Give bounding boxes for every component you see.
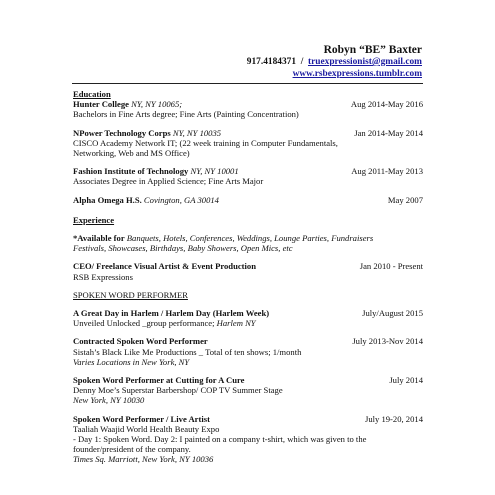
education-entry <box>73 166 423 186</box>
school-location: NY, NY 10065; <box>131 99 183 110</box>
education-dates: Aug 2014-May 2016 <box>350 99 423 110</box>
education-detail: Associates Degree in Applied Science; Fine Arts Major <box>73 176 264 187</box>
spoken-word-heading: SPOKEN WORD PERFORMER <box>73 289 188 300</box>
education-dates: May 2007 <box>387 194 423 205</box>
email-link[interactable]: truexpressionist@gmail.com <box>307 57 422 67</box>
education-dates: Jan 2014-May 2014 <box>354 127 423 138</box>
performance-title: Spoken Word Performer at Cutting for A Cure <box>73 375 245 386</box>
school-location: NY, NY 10001 <box>190 166 239 177</box>
education-entry <box>73 99 423 119</box>
contact-separator: / <box>300 57 304 67</box>
performance-entry <box>73 308 423 328</box>
job-dates: Jan 2010 - Present <box>359 261 423 272</box>
performance-entry <box>73 375 423 406</box>
performance-dates: July 2014 <box>389 375 423 386</box>
performance-dates: July 19-20, 2014 <box>364 413 423 424</box>
performance-dates: July/August 2015 <box>362 308 423 319</box>
performance-location: Varies Locations in New York, NY <box>73 356 190 367</box>
performance-entry <box>73 336 423 367</box>
performance-dates: July 2013-Nov 2014 <box>352 336 423 347</box>
school-location: NY, NY 10035 <box>172 127 222 138</box>
performance-desc: Sistah’s Black Like Me Productions _ Total of ten shows; 1/month <box>73 346 302 357</box>
performance-detail: - Day 1: Spoken Word. Day 2: I painted on a company t-shirt, which was given to the <box>73 434 367 445</box>
website-line <box>247 68 422 80</box>
availability-list-cont: Festivals, Showcases, Birthdays, Baby Showers, Open Mics, etc <box>73 243 293 254</box>
performance-title: A Great Day in Harlem / Harlem Day (Harlem Week) <box>73 308 270 319</box>
education-entry <box>73 128 423 159</box>
experience-entry <box>73 261 423 281</box>
availability-label: *Available for <box>73 233 125 244</box>
website-link[interactable]: www.rsbexpressions.tumblr.com <box>292 69 422 79</box>
resume-body <box>73 89 423 465</box>
education-entry <box>73 195 423 205</box>
availability-list: Banquets, Hotels, Conferences, Weddings, Lounge Parties, Fundraisers <box>126 233 374 244</box>
performance-detail: founder/president of the company. <box>73 444 191 455</box>
experience-heading: Experience <box>73 214 115 225</box>
education-detail: Networking, Web and MS Office) <box>73 148 190 159</box>
school-name: Alpha Omega H.S. <box>73 194 142 205</box>
header-divider <box>72 83 423 84</box>
performance-location: Harlem NY <box>216 318 256 329</box>
candidate-name: Robyn “BE” Baxter <box>323 44 422 56</box>
contact-line <box>247 56 422 68</box>
performance-desc: Taaliah Waajid World Health Beauty Expo <box>73 423 220 434</box>
performance-entry <box>73 414 423 465</box>
performance-desc: Denny Moe’s Superstar Barbershop/ COP TV Summer Stage <box>73 385 283 396</box>
performance-location: New York, NY 10030 <box>73 395 145 406</box>
school-location: Covington, GA 30014 <box>143 194 219 205</box>
job-org: RSB Expressions <box>73 271 133 282</box>
school-name: Hunter College <box>73 99 129 110</box>
education-detail: CISCO Academy Network IT; (22 week training in Computer Fundamentals, <box>73 137 338 148</box>
performance-title: Contracted Spoken Word Performer <box>73 336 208 347</box>
school-name: Fashion Institute of Technology <box>73 166 189 177</box>
education-heading: Education <box>73 89 111 99</box>
availability-block <box>73 233 423 253</box>
school-name: NPower Technology Corps <box>73 127 171 138</box>
phone-number: 917.4184371 <box>246 57 296 67</box>
performance-title: Spoken Word Performer / Live Artist <box>73 413 210 424</box>
education-detail: Bachelors in Fine Arts degree; Fine Arts (Painting Concentration) <box>73 109 299 120</box>
job-title: CEO/ Freelance Visual Artist & Event Production <box>73 261 257 272</box>
performance-location: Times Sq. Marriott, New York, NY 10036 <box>73 454 214 465</box>
education-dates: Aug 2011-May 2013 <box>351 166 423 177</box>
resume-header <box>247 44 422 80</box>
performance-desc: Unveiled Unlocked _group performance; <box>73 318 215 329</box>
